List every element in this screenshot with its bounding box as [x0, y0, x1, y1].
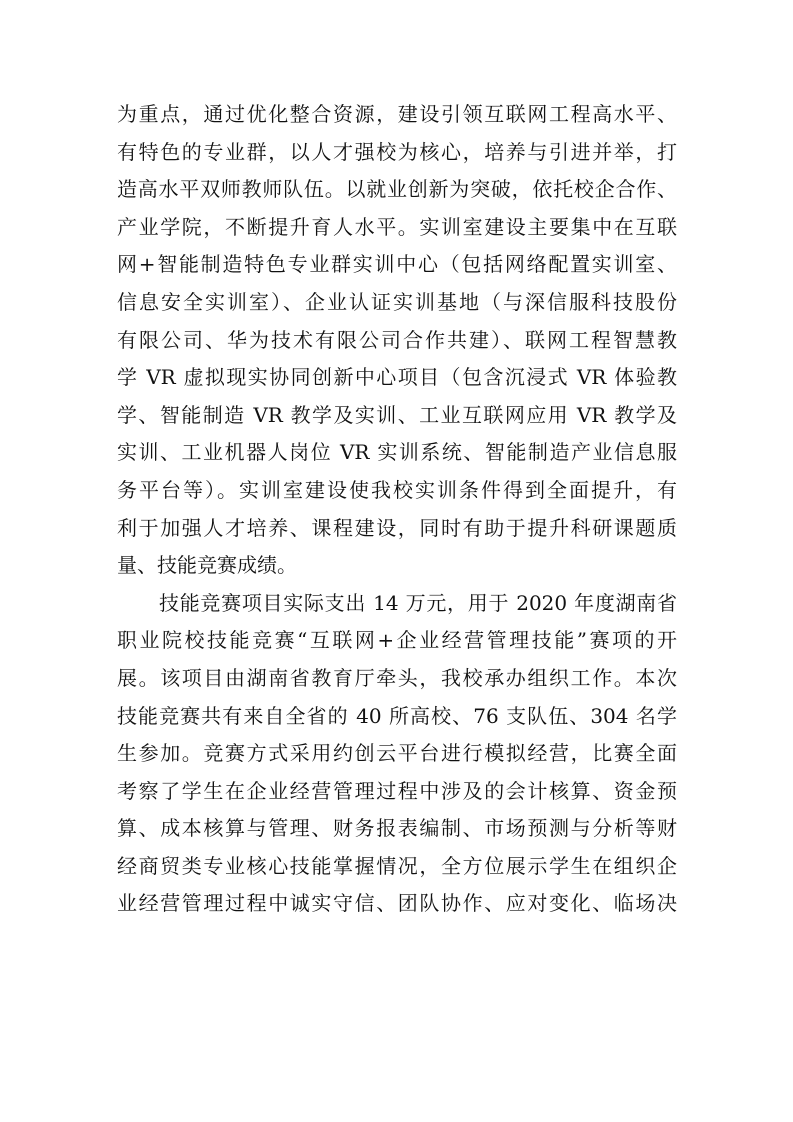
text-line: 信息安全实训室）、企业认证实训基地（与深信服科技股份: [117, 289, 677, 314]
text-line: 产业学院，不断提升育人水平。实训室建设主要集中在互联: [117, 214, 677, 239]
text-line: 有特色的专业群，以人才强校为核心，培养与引进并举，打: [117, 139, 677, 164]
text-line: 学、智能制造 VR 教学及实训、工业互联网应用 VR 教学及: [117, 402, 677, 427]
body-text: [117, 96, 677, 923]
text-line: 网+智能制造特色专业群实训中心（包括网络配置实训室、: [117, 252, 677, 277]
text-line: 算、成本核算与管理、财务报表编制、市场预测与分析等财: [117, 816, 677, 841]
text-line: 利于加强人才培养、课程建设，同时有助于提升科研课题质: [117, 515, 677, 540]
text-line: 造高水平双师教师队伍。以就业创新为突破，依托校企合作、: [117, 177, 677, 202]
text-line: 经商贸类专业核心技能掌握情况，全方位展示学生在组织企: [117, 853, 677, 878]
text-line: 务平台等）。实训室建设使我校实训条件得到全面提升，有: [117, 477, 677, 502]
text-line: 有限公司、华为技术有限公司合作共建）、联网工程智慧教: [117, 327, 677, 352]
paragraph-2: [117, 585, 677, 923]
text-line: 学 VR 虚拟现实协同创新中心项目（包含沉浸式 VR 体验教: [117, 365, 677, 390]
text-line: 生参加。竞赛方式采用约创云平台进行模拟经营，比赛全面: [117, 741, 677, 766]
text-line: 实训、工业机器人岗位 VR 实训系统、智能制造产业信息服: [117, 440, 677, 465]
text-line: 业经营管理过程中诚实守信、团队协作、应对变化、临场决: [117, 891, 677, 916]
text-line: 展。该项目由湖南省教育厅牵头，我校承办组织工作。本次: [117, 665, 677, 690]
text-line: 技能竞赛项目实际支出 14 万元，用于 2020 年度湖南省: [159, 590, 677, 615]
paragraph-1: [117, 96, 677, 585]
text-line: 量、技能竞赛成绩。: [117, 553, 297, 578]
text-line: 考察了学生在企业经营管理过程中涉及的会计核算、资金预: [117, 778, 677, 803]
text-line: 职业院校技能竞赛“互联网+企业经营管理技能”赛项的开: [117, 628, 677, 653]
text-line: 技能竞赛共有来自全省的 40 所高校、76 支队伍、304 名学: [117, 703, 677, 728]
text-line: 为重点，通过优化整合资源，建设引领互联网工程高水平、: [117, 102, 677, 126]
